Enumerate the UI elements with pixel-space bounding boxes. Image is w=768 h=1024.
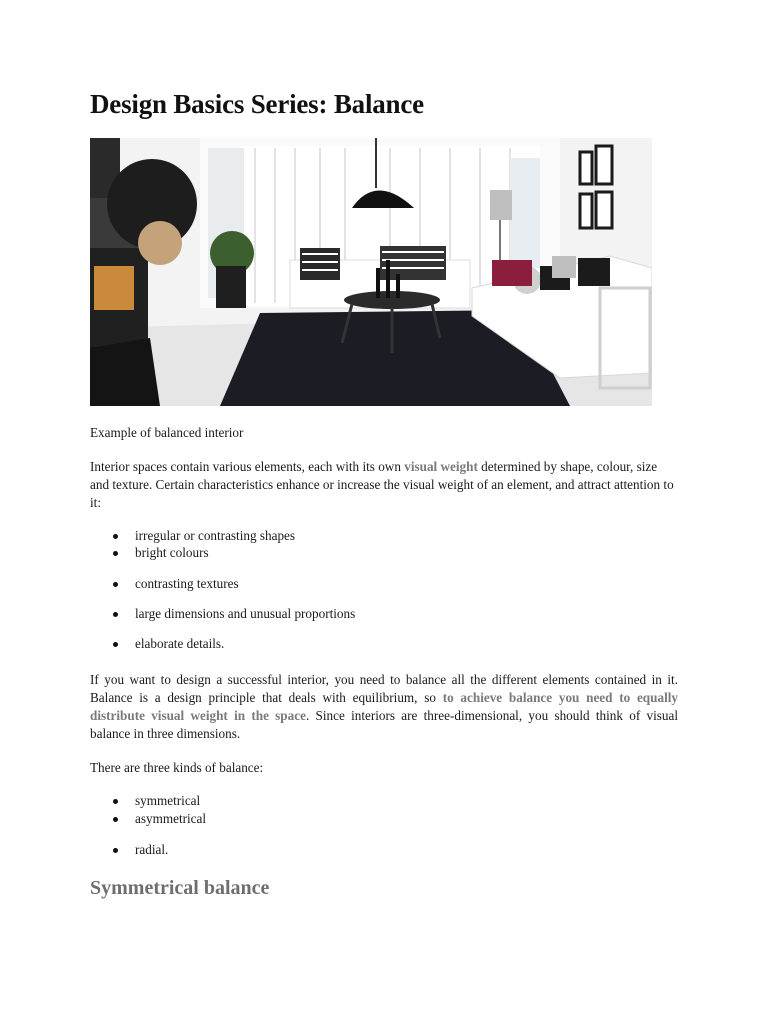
- photo-caption: Example of balanced interior: [90, 425, 244, 440]
- balance-text-before: If you want to design a successful interior, you need to balance all the different elements contained in it. Balance is a design principle that deals with equilibrium, so: [90, 672, 678, 705]
- section-heading: Symmetrical balance: [90, 877, 270, 899]
- list-item: radial.: [135, 842, 169, 857]
- intro-paragraph: [90, 458, 678, 512]
- interior-illustration: [90, 138, 652, 406]
- page-title: Design Basics Series: Balance: [90, 89, 424, 119]
- intro-text-after: determined by shape, colour, size and texture. Certain characteristics enhance or increase the visual weight of an element, and attract attention to it:: [90, 459, 674, 510]
- list-item: symmetrical: [135, 793, 201, 808]
- visual-weight-highlight: visual weight: [404, 459, 478, 474]
- list-item: bright colours: [135, 545, 209, 560]
- list-item: asymmetrical: [135, 811, 207, 826]
- balance-text-after: . Since interiors are three-dimensional, you should think of visual balance in three dimensions.: [90, 708, 678, 741]
- intro-text-before: Interior spaces contain various elements, each with its own: [90, 459, 405, 474]
- balance-paragraph: [90, 671, 678, 743]
- achieve-balance-highlight: to achieve balance you need to equally distribute visual weight in the space: [90, 690, 678, 723]
- list-item: contrasting textures: [135, 576, 239, 591]
- list-item: irregular or contrasting shapes: [135, 528, 296, 543]
- kinds-intro: There are three kinds of balance:: [90, 760, 264, 775]
- list-item: elaborate details.: [135, 636, 225, 651]
- list-item: large dimensions and unusual proportions: [135, 606, 356, 621]
- balanced-interior-photo: [90, 138, 652, 406]
